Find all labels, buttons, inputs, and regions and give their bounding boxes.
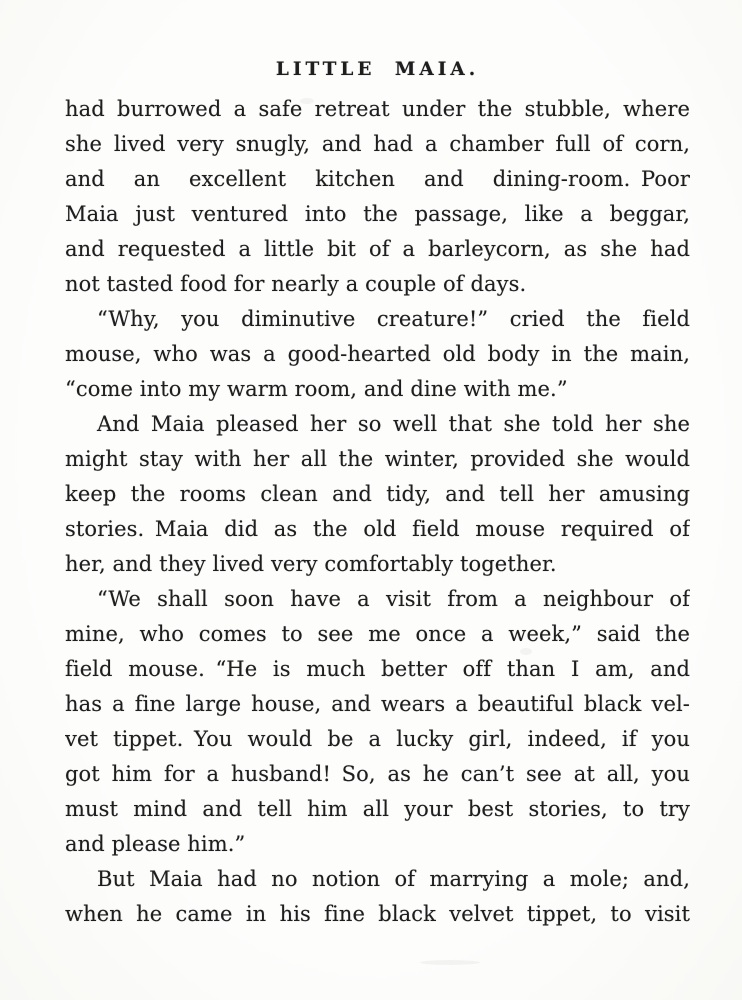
text-line: mine, who comes to see me once a week,” said the xyxy=(65,622,690,646)
paragraph-5 xyxy=(65,862,690,932)
text-line: mouse, who was a good-hearted old body in the main, xyxy=(65,342,690,366)
text-line: “come into my warm room, and dine with me.” xyxy=(65,377,568,401)
text-line: And Maia pleased her so well that she told her she xyxy=(97,412,690,436)
text-line: field mouse. “He is much better off than I am, and xyxy=(65,657,690,681)
text-line: not tasted food for nearly a couple of days. xyxy=(65,272,527,296)
text-line: keep the rooms clean and tidy, and tell her amusing xyxy=(65,482,690,506)
text-line: must mind and tell him all your best stories, to try xyxy=(65,797,690,821)
text-line: “We shall soon have a visit from a neighbour of xyxy=(97,587,690,611)
text-line: “Why, you diminutive creature!” cried the field xyxy=(97,307,690,331)
text-line: vet tippet. You would be a lucky girl, indeed, if you xyxy=(65,727,690,751)
text-line: But Maia had no notion of marrying a mole; and, xyxy=(97,867,690,891)
text-line: Maia just ventured into the passage, like a beggar, xyxy=(65,202,690,226)
paragraph-4 xyxy=(65,582,690,862)
text-line: stories. Maia did as the old field mouse required of xyxy=(65,517,690,541)
text-line: has a fine large house, and wears a beautiful black vel- xyxy=(65,692,690,716)
text-line: might stay with her all the winter, provided she would xyxy=(65,447,690,471)
running-head: LITTLE MAIA. xyxy=(275,59,480,80)
scan-smudge xyxy=(420,960,480,965)
paragraph-3 xyxy=(65,407,690,582)
body-text xyxy=(65,92,690,932)
text-line: and please him.” xyxy=(65,832,246,856)
text-line: and an excellent kitchen and dining-room. Poor xyxy=(65,167,690,191)
text-line: and requested a little bit of a barleycorn, as she had xyxy=(65,237,690,261)
text-line: her, and they lived very comfortably together. xyxy=(65,552,557,576)
text-line: had burrowed a safe retreat under the stubble, where xyxy=(65,97,690,121)
text-line: she lived very snugly, and had a chamber full of corn, xyxy=(65,132,690,156)
text-line: when he came in his fine black velvet tippet, to visit xyxy=(65,902,690,926)
paragraph-1 xyxy=(65,92,690,302)
paragraph-2 xyxy=(65,302,690,407)
text-line: got him for a husband! So, as he can’t see at all, you xyxy=(65,762,690,786)
